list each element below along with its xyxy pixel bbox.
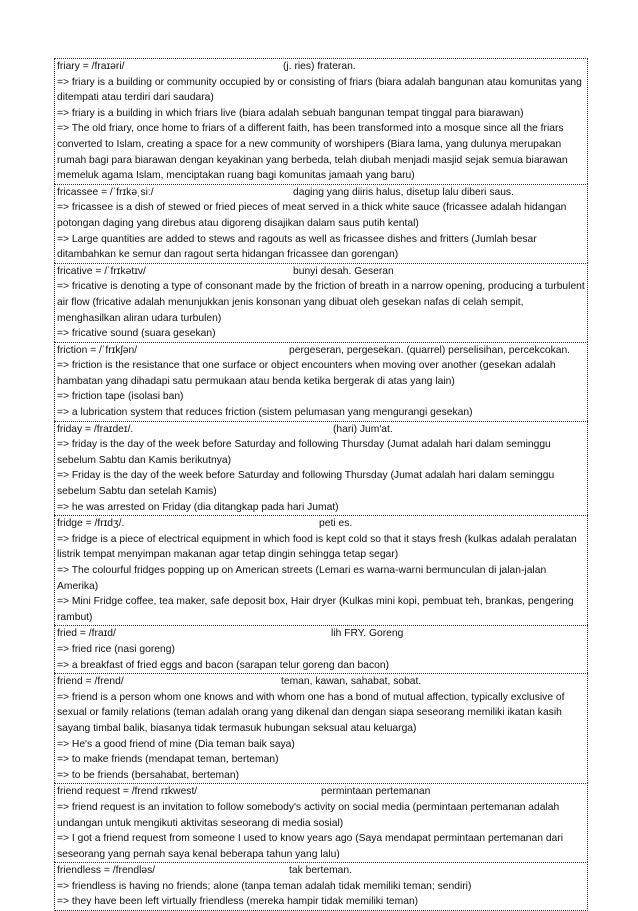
entry-translation: daging yang diiris halus, disetup lalu diberi saus. [293, 186, 514, 198]
entry-example-line: => friend is a person whom one knows and with whom one has a bond of mutual affection, typically exclusive of sexual or family relations (teman adalah orang yang dikenal dan dengan siapa seseorang memiliki ikatan kasih sayang timbal balik, biasanya tidak termasuk hubungan seksual atau keluarga) [57, 691, 565, 734]
entry-translation: tak berteman. [289, 865, 352, 877]
entry-headword-row [57, 516, 585, 532]
entry-example-line: => fricassee is a dish of stewed or fried pieces of meat served in a thick white sauce (fricassee adalah hidangan potongan daging yang direbus atau digoreng disajikan dalam saus putih kental) [57, 202, 567, 229]
entry-example-line: => friary is a building or community occupied by or consisting of friars (biara adalah bangunan atau komunitas yang ditempati atau terdiri dari saudara) [57, 76, 582, 104]
entry-example-line: => Large quantities are added to stews and ragouts as well as fricassee dishes and fritters (Jumlah besar ditambahkan ke semur dan ragout serta hidangan fricassee dan gorengan) [57, 233, 537, 261]
entry-example-line: => to be friends (bersahabat, berteman) [57, 769, 240, 781]
entry-headword-row [57, 343, 585, 359]
entry-term: fried = /fraɪd/ [57, 628, 116, 640]
entry-example-line: => Mini Fridge coffee, tea maker, safe deposit box, Hair dryer (Kulkas mini kopi, pembuat teh, brankas, pengering rambut) [57, 596, 574, 623]
entry-example-line: => a breakfast of fried eggs and bacon (sarapan telur goreng dan bacon) [57, 659, 390, 671]
entry-example-line: => friary is a building in which friars live (biara adalah sebuah bangunan tempat tinggal para biarawan) [57, 107, 524, 119]
entry-headword-row [57, 59, 585, 75]
entry-example-line: => fricative is denoting a type of consonant made by the friction of breath in a narrow opening, producing a turbulent air flow (fricative adalah menunjukkan jenis konsonan yang dibuat oleh gesekan nafas di celah sempit, menghasilkan aliran udara turbulen) [57, 281, 585, 324]
entry-term: friary = /fraɪəri/ [57, 61, 125, 72]
entry-example-line: => friction is the resistance that one surface or object encounters when moving over another (gesekan adalah hambatan yang dihadapi satu permukaan atau benda ketika bergerak di atas yang lain) [57, 360, 556, 387]
entry-example-line: => friendless is having no friends; alone (tanpa teman adalah tidak memiliki teman; sendiri) [57, 880, 472, 892]
entry-term: fricative = /ˈfrɪkətɪv/ [57, 265, 146, 277]
entry-term: fridge = /frɪdʒ/. [57, 518, 125, 530]
entry-term: friend request = /frend rɪkwest/ [57, 786, 198, 798]
entry-example-line: => friday is the day of the week before Saturday and following Thursday (Jumat adalah hari dalam seminggu sebelum Sabtu dan Kamis berikutnya) [57, 439, 551, 466]
dictionary-entry [54, 862, 588, 911]
entry-translation: bunyi desah. Geseran [293, 265, 394, 277]
entry-term: friend = /frend/ [57, 676, 124, 688]
dictionary-entry [54, 342, 588, 421]
entry-translation: lih FRY. Goreng [331, 628, 404, 640]
entry-example-line: => he was arrested on Friday (dia ditangkap pada hari Jumat) [57, 501, 339, 513]
entry-headword-row [57, 674, 585, 690]
entry-term: friday = /fraɪdeɪ/. [57, 423, 134, 435]
entry-term: fricassee = /ˈfrɪkəˌsiː/ [57, 186, 154, 198]
entry-headword-row [57, 863, 585, 879]
entry-translation: (hari) Jum'at. [333, 423, 393, 435]
entry-headword-row [57, 264, 585, 280]
entry-example-line: => He's a good friend of mine (Dia teman baik saya) [57, 738, 295, 750]
entry-example-line: => friction tape (isolasi ban) [57, 391, 184, 403]
dictionary-entry [54, 58, 588, 184]
entry-example-line: => friend request is an invitation to follow somebody's activity on social media (permintaan pertemanan adalah undangan untuk mengikuti aktivitas seseorang di media sosial) [57, 801, 560, 829]
entry-example-line: => The colourful fridges popping up on American streets (Lemari es warna-warni bermunculan di jalan-jalan Amerika) [57, 565, 547, 592]
entry-example-line: => fried rice (nasi goreng) [57, 643, 175, 655]
dictionary-entry [54, 625, 588, 673]
entry-example-line: => fridge is a piece of electrical equipment in which food is kept cold so that it stays fresh (kulkas adalah peralatan listrik tempat menyimpan makanan agar tetap dingin sehingga tetap segar) [57, 533, 577, 561]
entry-translation: permintaan pertemanan [321, 786, 431, 798]
entry-translation: peti es. [319, 518, 353, 530]
dictionary-entry [54, 783, 588, 862]
entry-example-line: => to make friends (mendapat teman, berteman) [57, 754, 279, 766]
entry-headword-row [57, 784, 585, 800]
dictionary-entry [54, 515, 588, 625]
entry-term: friction = /ˈfrɪkʃən/ [57, 344, 138, 356]
dictionary-entry [54, 421, 588, 516]
entry-translation: teman, kawan, sahabat, sobat. [281, 676, 422, 688]
entry-headword-row [57, 185, 585, 201]
entry-example-line: => a lubrication system that reduces friction (sistem pelumasan yang mengurangi gesekan) [57, 407, 473, 419]
entry-translation: (j. ries) frateran. [283, 61, 356, 72]
entry-term: friendless = /frendləs/ [57, 865, 156, 877]
entry-translation: pergeseran, pergesekan. (quarrel) perselisihan, percekcokan. [289, 344, 571, 356]
entry-headword-row [57, 626, 585, 642]
entry-example-line: => they have been left virtually friendless (mereka hampir tidak memiliki teman) [57, 896, 419, 908]
entry-example-line: => The old friary, once home to friars of a different faith, has been transformed into a mosque since all the friars converted to Islam, creating a space for a new community of worshipers (Biara lama, yang dulunya merupakan rumah bagi para biarawan dengan keyakinan yang berbeda, telah diubah menjadi masjid sejak semua biarawan memeluk agama Islam, menciptakan ruang bagi komunitas jamaah yang baru) [57, 123, 568, 182]
entry-example-line: => Friday is the day of the week before Saturday and following Thursday (Jumat adalah hari dalam seminggu sebelum Sabtu dan setelah Kamis) [57, 470, 555, 498]
dictionary-entry [54, 673, 588, 783]
entry-example-line: => I got a friend request from someone I used to know years ago (Saya mendapat permintaan pertemanan dari seseorang yang pernah saya kenal beberapa tahun yang lalu) [57, 833, 563, 860]
dictionary-page [54, 58, 588, 911]
entry-example-line: => fricative sound (suara gesekan) [57, 328, 216, 340]
dictionary-entry [54, 184, 588, 263]
dictionary-entry [54, 263, 588, 342]
entry-headword-row [57, 422, 585, 438]
